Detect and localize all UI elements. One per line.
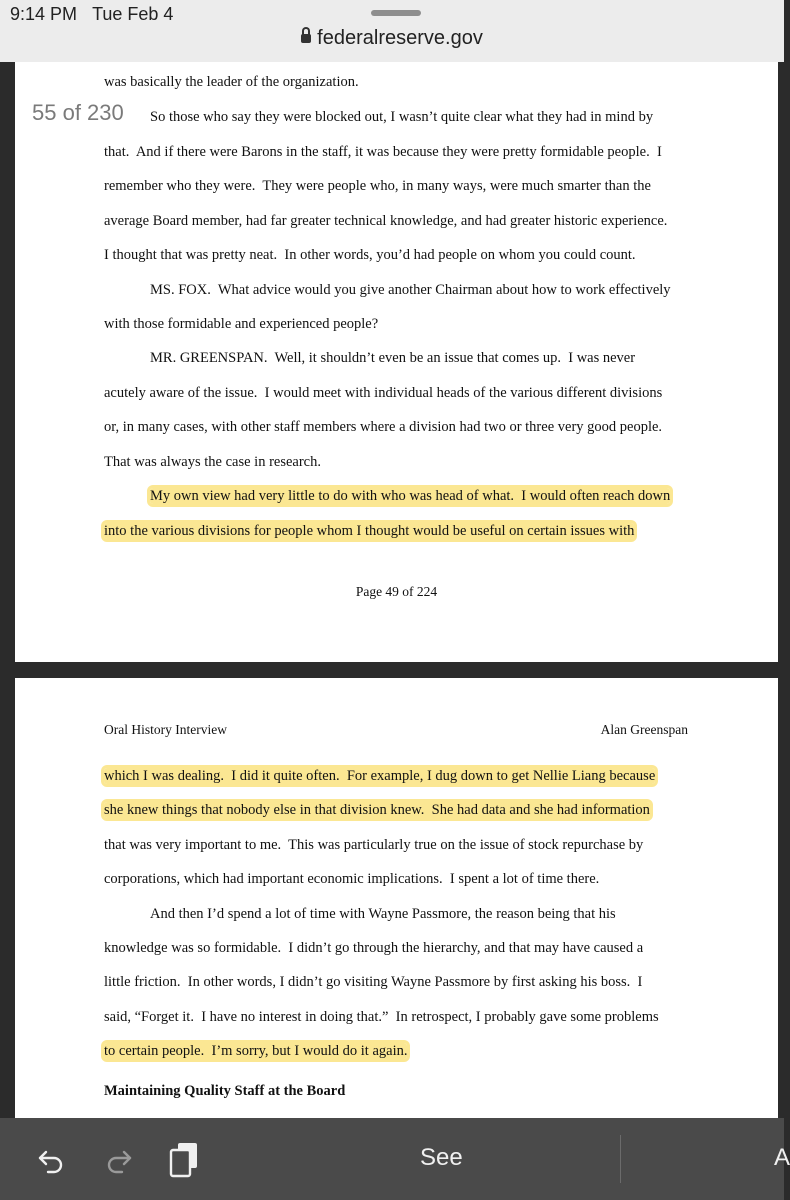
highlighted-text-line	[104, 766, 655, 786]
page-indicator: 55 of 230	[32, 100, 124, 125]
text-line: knowledge was so formidable. I didn’t go through the hierarchy, and that may have caused a	[104, 940, 644, 956]
text-line: said, “Forget it. I have no interest in doing that.” In retrospect, I probably gave some problems	[104, 1009, 659, 1025]
text-line: or, in many cases, with other staff members where a division had two or three very good people.	[104, 419, 663, 435]
multitask-handle[interactable]	[371, 10, 421, 16]
lock-icon	[301, 34, 311, 43]
highlight[interactable]: which I was dealing. I did it quite often. For example, I dug down to get Nellie Liang because	[104, 768, 656, 784]
pdf-page-49	[15, 62, 778, 662]
text-line: that. And if there were Barons in the staff, it was because they were pretty formidable people. I	[104, 144, 662, 160]
text-line: corporations, which had important economic implications. I spent a lot of time there.	[104, 871, 600, 887]
date-text: Tue Feb 4	[92, 4, 174, 24]
highlighted-text-line	[104, 800, 650, 820]
page-header-right: Alan Greenspan	[600, 722, 688, 737]
text-line: So those who say they were blocked out, I wasn’t quite clear what they had in mind by	[150, 109, 654, 125]
page-header-left: Oral History Interview	[104, 722, 227, 737]
text-line: was basically the leader of the organization.	[104, 74, 359, 90]
highlight[interactable]: into the various divisions for people whom I thought would be useful on certain issues with	[104, 523, 635, 539]
see-button[interactable]: See	[420, 1144, 463, 1171]
time-text: 9:14 PM	[10, 4, 78, 24]
text-line: remember who they were. They were people who, in many ways, were much smarter than the	[104, 178, 651, 194]
redo-icon[interactable]	[98, 1140, 138, 1180]
highlighted-text-line	[104, 521, 634, 541]
highlighted-text-line	[104, 1041, 407, 1061]
url-text: federalreserve.gov	[317, 27, 483, 49]
bottom-toolbar	[0, 1118, 784, 1200]
status-time	[10, 4, 173, 25]
highlight[interactable]: to certain people. I’m sorry, but I would do it again.	[104, 1043, 408, 1059]
text-line: little friction. In other words, I didn’t go visiting Wayne Passmore by first asking his boss. I	[104, 974, 643, 990]
highlight[interactable]: My own view had very little to do with who was head of what. I would often reach down	[150, 488, 671, 504]
highlighted-text-line	[150, 486, 670, 506]
text-line: that was very important to me. This was particularly true on the issue of stock repurchase by	[104, 837, 644, 853]
section-heading: Maintaining Quality Staff at the Board	[104, 1083, 346, 1099]
toolbar-truncated-button[interactable]: A	[774, 1144, 790, 1171]
toolbar-divider	[620, 1135, 621, 1183]
page-footer: Page 49 of 224	[355, 584, 438, 599]
pdf-page-50	[15, 678, 778, 1118]
text-line: with those formidable and experienced people?	[104, 316, 379, 332]
text-line: MR. GREENSPAN. Well, it shouldn’t even be an issue that comes up. I was never	[150, 350, 636, 366]
highlight[interactable]: she knew things that nobody else in that division knew. She had data and she had information	[104, 802, 650, 818]
text-line: And then I’d spend a lot of time with Wayne Passmore, the reason being that his	[150, 906, 616, 922]
clipboard-icon[interactable]	[164, 1140, 204, 1180]
undo-icon[interactable]	[32, 1140, 72, 1180]
address-bar[interactable]	[0, 27, 784, 50]
text-line: MS. FOX. What advice would you give another Chairman about how to work effectively	[150, 282, 671, 298]
status-bar	[0, 0, 784, 62]
text-line: That was always the case in research.	[104, 454, 321, 470]
text-line: acutely aware of the issue. I would meet with individual heads of the various different divisions	[104, 385, 663, 401]
text-line: average Board member, had far greater technical knowledge, and had greater historic experience.	[104, 213, 668, 229]
text-line: I thought that was pretty neat. In other words, you’d had people on whom you could count.	[104, 247, 636, 263]
